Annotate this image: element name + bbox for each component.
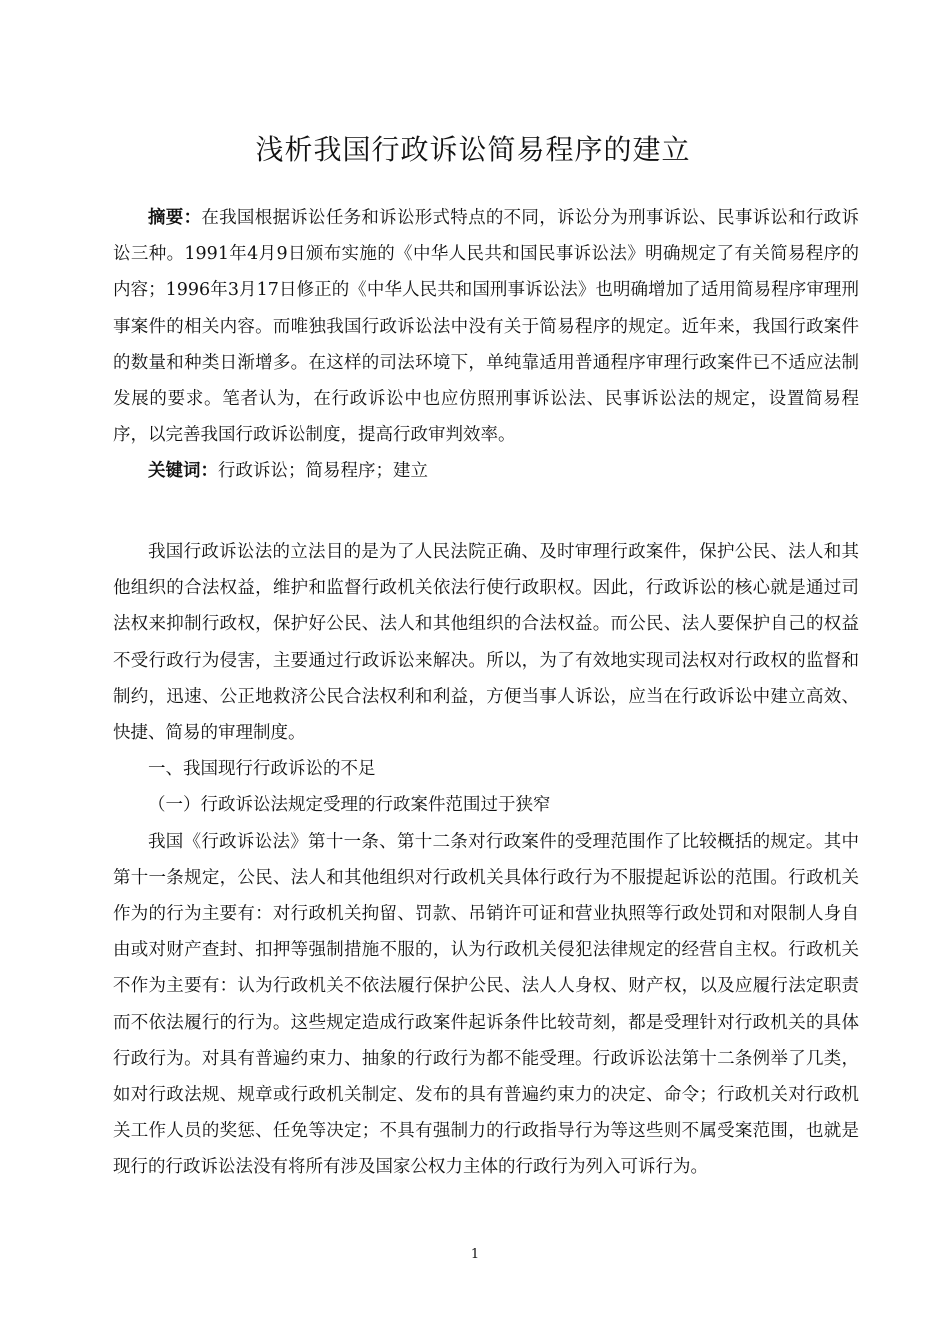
abstract-paragraph — [113, 200, 859, 453]
abstract-label: 摘要： — [148, 208, 202, 228]
abstract-section — [113, 200, 859, 490]
section-heading-1-1: （一）行政诉讼法规定受理的行政案件范围过于狭窄 — [148, 795, 551, 816]
document-title: 浅析我国行政诉讼简易程序的建立 — [255, 133, 691, 166]
keywords-label: 关键词： — [148, 461, 218, 482]
intro-paragraph: 我国行政诉讼法的立法目的是为了人民法院正确、及时审理行政案件，保护公民、法人和其他组织的合法权益，维护和监督行政机关依法行使行政职权。因此，行政诉讼的核心就是通过司法权来抑制行政权，保护好公民、法人和其他组织的合法权益。而公民、法人要保护自己的权益不受行政行为侵害，主要通过行政诉讼来解决。所以，为了有效地实现司法权对行政权的监督和制约，迅速、公正地救济公民合法权利和利益，方便当事人诉讼，应当在行政诉讼中建立高效、快捷、简易的审理制度。 — [113, 542, 859, 744]
page-number: 1 — [470, 1247, 480, 1262]
keywords-text: 行政诉讼；简易程序；建立 — [218, 461, 428, 482]
abstract-text: 在我国根据诉讼任务和诉讼形式特点的不同，诉讼分为刑事诉讼、民事诉讼和行政诉讼三种。1991年4月9日颁布实施的《中华人民共和国民事诉讼法》明确规定了有关简易程序的内容；1996年3月17日修正的《中华人民共和国刑事诉讼法》也明确增加了适用简易程序审理刑事案件的相关内容。而唯独我国行政诉讼法中没有关于简易程序的规定。近年来，我国行政案件的数量和种类日渐增多。在这样的司法环境下，单纯靠适用普通程序审理行政案件已不适应法制发展的要求。笔者认为，在行政诉讼中也应仿照刑事诉讼法、民事诉讼法的规定，设置简易程序，以完善我国行政诉讼制度，提高行政审判效率。 — [113, 208, 860, 446]
keywords-paragraph — [113, 453, 859, 489]
body-paragraph-1: 我国《行政诉讼法》第十一条、第十二条对行政案件的受理范围作了比较概括的规定。其中第十一条规定，公民、法人和其他组织对行政机关具体行政行为不服提起诉讼的范围。行政机关作为的行为主要有：对行政机关拘留、罚款、吊销许可证和营业执照等行政处罚和对限制人身自由或对财产查封、扣押等强制措施不服的，认为行政机关侵犯法律规定的经营自主权。行政机关不作为主要有：认为行政机关不依法履行保护公民、法人人身权、财产权，以及应履行法定职责而不依法履行的行为。这些规定造成行政案件起诉条件比较苛刻，都是受理针对行政机关的具体行政行为。对具有普遍约束力、抽象的行政行为都不能受理。行政诉讼法第十二条例举了几类，如对行政法规、规章或行政机关制定、发布的具有普遍约束力的决定、命令；行政机关对行政机关工作人员的奖惩、任免等决定；不具有强制力的行政指导行为等这些则不属受案范围，也就是现行的行政诉讼法没有将所有涉及国家公权力主体的行政行为列入可诉行为。 — [113, 831, 859, 1178]
main-body — [113, 534, 859, 1186]
section-heading-1: 一、我国现行行政诉讼的不足 — [148, 759, 376, 780]
